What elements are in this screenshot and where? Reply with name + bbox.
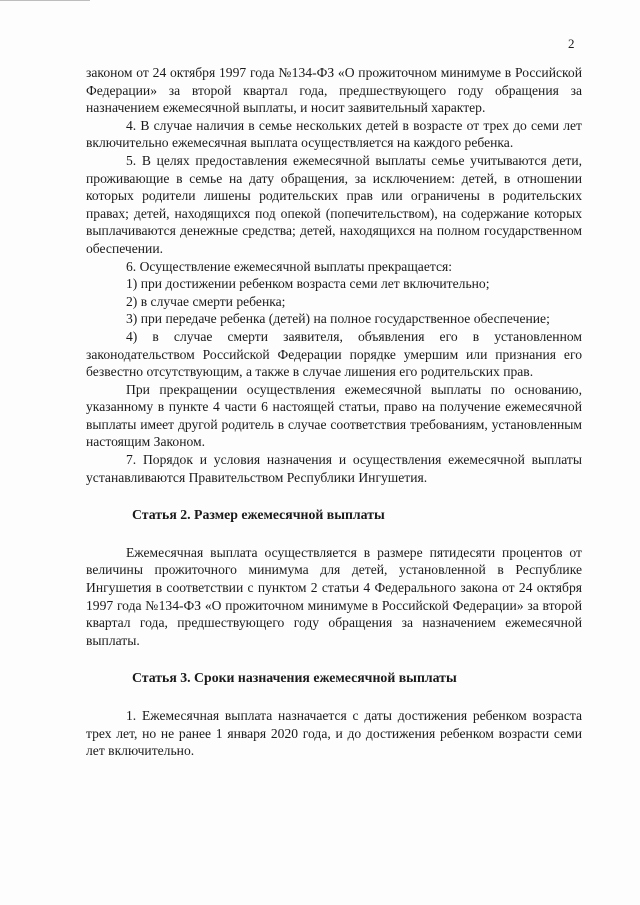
paragraph-subitem-4: 4) в случае смерти заявителя, объявления его в установленном законодательством Российской Федерации порядке умершим или признания его безвестно отсутствующим, а также в случае лишения его родительских прав. [86, 328, 582, 380]
paragraph-item-4: 4. В случае наличия в семье нескольких детей в возрасте от трех до семи лет включительно ежемесячная выплата осуществляется на каждого ребенка. [86, 117, 582, 151]
paragraph-item-5: 5. В целях предоставления ежемесячной выплаты семье учитываются дети, проживающие в семье на дату обращения, за исключением: детей, в отношении которых родители лишены родительских прав или ограничены в родительских правах; детей, находящихся под опекой (попечительством), на содержание которых выплачиваются денежные средства; детей, находящихся на полном государственном обеспечении. [86, 152, 582, 256]
paragraph-subitem-1: 1) при достижении ребенком возраста семи лет включительно; [126, 276, 490, 292]
article-3-heading: Статья 3. Сроки назначения ежемесячной выплаты [132, 670, 457, 686]
article-2-heading: Статья 2. Размер ежемесячной выплаты [132, 507, 385, 523]
document-body [86, 64, 582, 760]
paragraph-termination-note: При прекращении осуществления ежемесячной выплаты по основанию, указанному в пункте 4 части 6 настоящей статьи, право на получение ежемесячной выплаты имеет другой родитель в случае соответствия требованиям, установленным настоящим Законом. [86, 381, 582, 450]
paragraph-item-7: 7. Порядок и условия назначения и осуществления ежемесячной выплаты устанавливаются Правительством Республики Ингушетия. [86, 452, 582, 485]
article-2-paragraph: Ежемесячная выплата осуществляется в размере пятидесяти процентов от величины прожиточного минимума для детей, установленной в Республике Ингушетия в соответствии с пунктом 2 статьи 4 Федерального закона от 24 октября 1997 года №134-ФЗ «О прожиточном минимуме в Российской Федерации» за второй квартал года, предшествующего году обращения за назначением ежемесячной выплаты. [86, 544, 582, 648]
paragraph-subitem-2: 2) в случае смерти ребенка; [126, 293, 286, 309]
scan-edge-mark [0, 0, 90, 1]
article-3-paragraph: 1. Ежемесячная выплата назначается с даты достижения ребенком возраста трех лет, но не ранее 1 января 2020 года, и до достижения ребенком возрасти семи лет включительно. [86, 708, 582, 759]
paragraph-continuation: законом от 24 октября 1997 года №134-ФЗ «О прожиточном минимуме в Российской Федерации» за второй квартал года, предшествующего году обращения за назначением ежемесячной выплаты, и носит заявительный характер. [86, 65, 582, 116]
page-number: 2 [568, 36, 575, 51]
paragraph-subitem-3: 3) при передаче ребенка (детей) на полное государственное обеспечение; [126, 311, 550, 327]
paragraph-item-6: 6. Осуществление ежемесячной выплаты прекращается: [126, 258, 453, 274]
